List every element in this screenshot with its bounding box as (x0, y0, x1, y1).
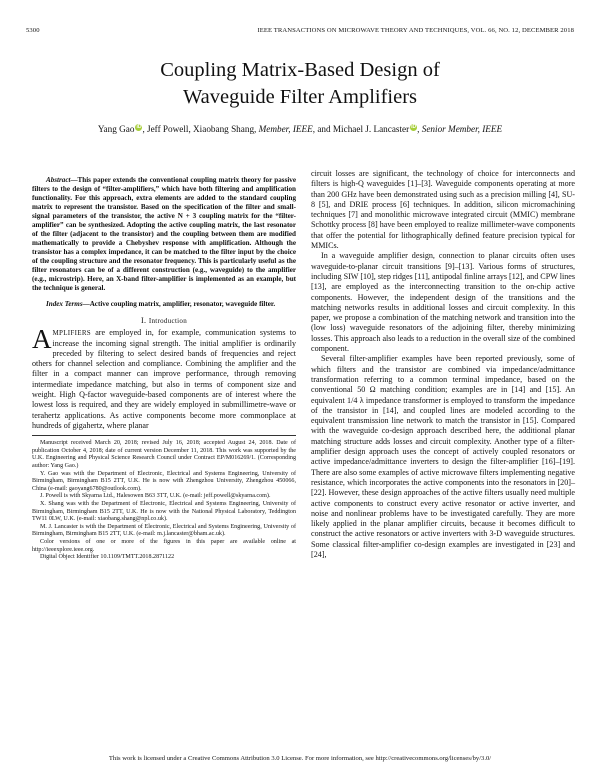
index-terms-text: —Active coupling matrix, amplifier, resonator, waveguide filter. (82, 300, 276, 309)
author-role: Senior Member, IEEE (421, 124, 503, 134)
title-line-2: Waveguide Filter Amplifiers (182, 86, 418, 108)
right-column (311, 169, 575, 560)
author-role: Member, IEEE (258, 124, 313, 134)
lead-word: MPLIFIERS (52, 329, 91, 338)
author-4: , and Michael J. Lancaster (312, 124, 410, 134)
license-footer: This work is licensed under a Creative Commons Attribution 3.0 License. For more information, see http://creativecommons.org/licenses/by/3.0/ (108, 755, 492, 762)
authors-middle: , Jeff Powell, Xiaobang Shang, (142, 124, 259, 134)
doi: Digital Object Identifier 10.1109/TMTT.2018.2871122 (40, 554, 175, 561)
title-line-1: Coupling Matrix-Based Design of (160, 59, 440, 81)
intro-paragraph (32, 324, 296, 431)
footnote: M. J. Lancaster is with the Department of Electronic, Electrical and Systems Engineering, University of Birmingham, Birmingham B15 2TT, U.K. (e-mail: m.j.lancaster@bham.ac.uk). (32, 523, 296, 538)
page-number: 5300 (26, 27, 40, 34)
index-terms-label: Index Terms (46, 300, 83, 309)
footnote: Y. Gao was with the Department of Electronic, Electrical and Systems Engineering, University of Birmingham, Birmingham B15 2TT, U.K. He is now with Zhengzhou University, Zhengzhou 450066, China (e-mail: gaoyang6780@outlook.com). (32, 470, 296, 492)
abstract (32, 176, 296, 293)
left-column (32, 169, 296, 562)
orcid-icon[interactable]: iD (136, 124, 142, 130)
running-header (26, 27, 574, 39)
journal-name: IEEE TRANSACTIONS ON MICROWAVE THEORY AND TECHNIQUES, VOL. 66, NO. 12, DECEMBER 2018 (257, 27, 574, 34)
section-heading: I. Introduction (140, 316, 188, 326)
paragraph: Several filter-amplifier examples have been reported previously, some of which filters and the transistor are combined via impedance/admittance transformation referring to a common terminal impedance, based on the conventional 50 Ω matching condition; examples are in [14] and [15]. An equivalent 1/4 λ impedance transformer is employed to transform the impedance of the transistor in [14], and coupled lines are modeled according to the equivalent transmission line network to match the transistor in [15]. Compared with the waveguide co-design approach described here, the additional planar matching structure adds losses and circuit complexity. Another type of a filter-amplifier design approach uses the concept of actively coupled resonators or active impedance/admittance inverters to design the filter-amplifier [16]–[19]. There are also some examples of active microwave filters implementing negative resistance, which incorporates the active components into the resonators in [20]–[22]. However, these design approaches of the active filters usually need multiple active components to construct every active resonator or active inverter, and noise and nonlinear problems have to be investigated carefully. They are more likely applied in the planar amplifier circuits, because it becomes difficult to construct the active resonators or active inverters with 3-D waveguide structures. Some classical filter-amplifier co-design examples are investigated in [23] and [24], (311, 354, 575, 559)
paper-title (40, 57, 560, 111)
footnote: Manuscript received March 20, 2018; revised July 16, 2018; accepted August 24, 2018. Date of publication October 4, 2018; date of current version December 11, 2018. This work was supported by the U.K. Engineering and Physical Science Research Council under Contract EP/M016269/1. (Corresponding author: Yang Gao.) (32, 440, 296, 470)
index-terms (32, 300, 296, 309)
footnote: X. Shang was with the Department of Electronic, Electrical and Systems Engineering, University of Birmingham, Birmingham B15 2TT, U.K. He is now with the National Physical Laboratory, Teddington TW11 0LW, U.K. (e-mail: xiaobang.shang@npl.co.uk). (32, 501, 296, 523)
orcid-icon[interactable]: iD (411, 124, 417, 130)
paragraph: circuit losses are significant, the technology of choice for interconnects and filters is high-Q waveguides [1]–[3]. Waveguide components operating at more than 200 GHz have been demonstrated using such as a precision milling [4], SU-8 [5], and DRIE process [6] techniques. In addition, silicon micromachining techniques [7] and monolithic microwave integrated circuit (MMIC) membrane Schottky process [8] have been employed to realize millimeter-wave components that offer the potential for lithographically defined feature precision typical for MMICs. (311, 169, 575, 251)
abstract-label: Abstract (46, 176, 71, 185)
footnote: J. Powell is with Skyarna Ltd., Halesowen B63 3TT, U.K. (e-mail: jeff.powell@skyarna.com). (40, 493, 271, 500)
drop-cap: A (32, 324, 52, 355)
author-1: Yang Gao (97, 124, 135, 134)
author-list: Yang Gao iD, Jeff Powell, Xiaobang Shang, Member, IEEE, and Michael J. Lancaster iD, Senior Member, IEEE (97, 124, 503, 134)
abstract-text: —This paper extends the conventional coupling matrix theory for passive filters to the design of “filter-amplifiers,” which have both filtering and amplification functionality. For this approach, extra elements are added to the standard coupling matrix to represent the transistor. Based on the specification of the filter and small-signal parameters of the transistor, the active N + 3 coupling matrix for the “filter-amplifier” can be synthesized. Adopting the active coupling matrix, the last resonator of the filter (adjacent to the transistor) and the coupling between them are modified mathematically to provide a Chebyshev response with amplification. Although the transistor has a complex impedance, it can be matched to the filter input by the choice of the coupling structure and the resonator frequency. This is particularly useful as the filter resonators can be of a different construction (e.g., waveguide) to the amplifier (e.g., microstrip). Here, an X-band filter-amplifier is implemented as an example, but the technique is general. (32, 176, 296, 293)
intro-text: are employed in, for example, communication systems to increase the incoming signal strength. The initial amplifier is ordinarily preceded by filtering to select desired bands of frequencies and reject others for channel selection and compliance. Combining the amplifier and the filter in a compact manner can improve performance, through removing intermediate impedance matching, but also in terms of component size and weight. High Q-factor waveguide-based components are of interest where the lowest loss is required, and they are widely employed in submillimetre-wave or terahertz applications. As active components become more commonplace at hundreds of gigahertz, where planar (32, 328, 296, 430)
footnote-rule (32, 435, 296, 436)
paragraph: In a waveguide amplifier design, connection to planar circuits often uses waveguide-to-planar circuit transitions [9]–[13]. Various forms of structures, including SIW [10], step ridges [11], antipodal finline arrays [12], and CPW lines [13], are employed as the interconnecting transition to the on-chip active components. However, the independent design of the transitions and the matching networks results in additional losses and circuit complexity. In this paper, we propose a combination of the matching network and transition into the (low loss) waveguide resonators of the adjoining filter, thereby minimizing losses. This approach also leads to a reduction in the overall size of the combined component. (311, 251, 575, 354)
footnotes (32, 440, 296, 562)
footnote: Color versions of one or more of the figures in this paper are available online at http://ieeexplore.ieee.org. (32, 538, 296, 553)
